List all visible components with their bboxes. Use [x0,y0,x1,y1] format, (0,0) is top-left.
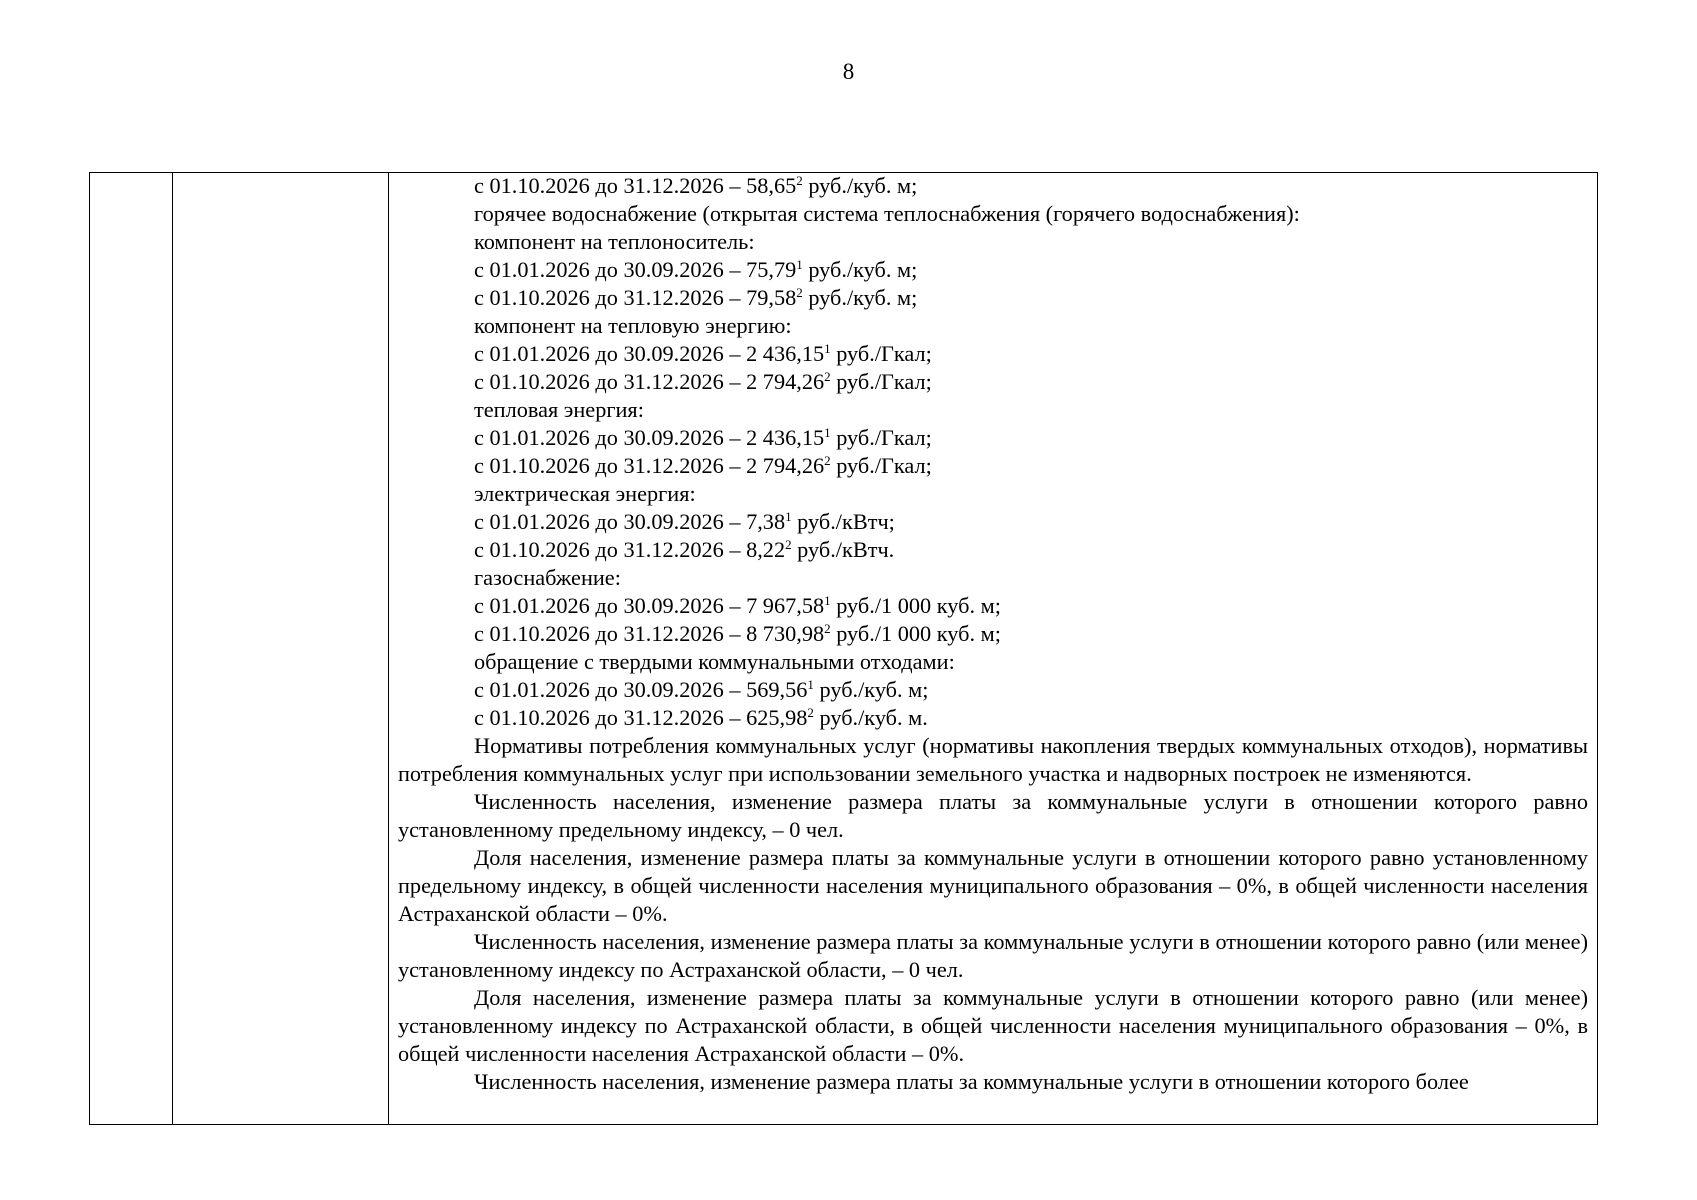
tariff-line-text: с 01.01.2026 до 30.09.2026 – 7,38 [474,509,786,534]
tariff-line-text: электрическая энергия: [474,481,696,506]
tariff-line-unit: руб./Гкал; [830,341,932,366]
tariff-line-text: с 01.01.2026 до 30.09.2026 – 569,56 [474,677,808,702]
tariff-line-text: с 01.10.2026 до 31.12.2026 – 79,58 [474,285,797,310]
tariff-line [398,676,1588,704]
footnote-marker: 2 [824,621,831,636]
paragraph: Доля населения, изменение размера платы за коммунальные услуги в отношении которого равно установленному предельному индексу, в общей численности населения муниципального образования – 0%, в общей численности населения Астраханской области – 0%. [398,845,1588,926]
tariff-line [398,424,1588,452]
tariff-line [398,312,1588,340]
tariff-line-text: с 01.01.2026 до 30.09.2026 – 75,79 [474,257,797,282]
tariff-line-text: с 01.10.2026 до 31.12.2026 – 2 794,26 [474,453,825,478]
tariff-line-unit: руб./1 000 куб. м; [830,593,1001,618]
tariff-line [398,704,1588,732]
paragraphs [398,732,1588,1096]
tariff-line [398,452,1588,480]
tariff-line-text: с 01.01.2026 до 30.09.2026 – 2 436,15 [474,341,825,366]
tariff-line-unit: руб./1 000 куб. м; [830,621,1001,646]
tariff-line-unit: руб./кВтч. [791,537,895,562]
footnote-marker: 1 [796,257,803,272]
tariff-line-text: тепловая энергия: [474,397,644,422]
footnote-marker: 2 [807,705,814,720]
tariff-line-text: с 01.10.2026 до 31.12.2026 – 8 730,98 [474,621,825,646]
paragraph: Численность населения, изменение размера платы за коммунальные услуги в отношении которого более [474,1069,1469,1094]
tariff-line [398,228,1588,256]
table-column-divider [388,173,389,1124]
footnote-marker: 1 [824,341,831,356]
footnote-marker: 1 [824,425,831,440]
tariff-line-text: с 01.10.2026 до 31.12.2026 – 625,98 [474,705,808,730]
tariff-line-text: с 01.01.2026 до 30.09.2026 – 2 436,15 [474,425,825,450]
footnote-marker: 1 [785,509,792,524]
tariff-line [398,396,1588,424]
tariff-line [398,648,1588,676]
footnote-marker: 1 [824,593,831,608]
tariff-line-unit: руб./куб. м; [802,285,918,310]
page-number: 8 [842,59,855,84]
tariff-line [398,480,1588,508]
tariff-line-text: с 01.10.2026 до 31.12.2026 – 2 794,26 [474,369,825,394]
tariff-line-unit: руб./куб. м; [813,677,929,702]
footnote-marker: 2 [796,285,803,300]
tariff-line-unit: руб./Гкал; [830,425,932,450]
table-column-divider [172,173,173,1124]
tariff-line-text: с 01.10.2026 до 31.12.2026 – 8,22 [474,537,786,562]
paragraph: Нормативы потребления коммунальных услуг (нормативы накопления твердых коммунальных отходов), нормативы потребления коммунальных услуг при использовании земельного участка и надворных построек не изменяются. [398,733,1588,786]
tariff-line-text: газоснабжение: [474,565,621,590]
tariff-line [398,536,1588,564]
footnote-marker: 2 [824,369,831,384]
tariff-line [398,172,1588,200]
paragraph: Численность населения, изменение размера платы за коммунальные услуги в отношении которого равно установленному предельному индексу, – 0 чел. [398,789,1588,842]
tariff-line-text: горячее водоснабжение (открытая система теплоснабжения (горячего водоснабжения): [474,201,1300,226]
tariff-line-unit: руб./куб. м; [802,257,918,282]
paragraph: Доля населения, изменение размера платы за коммунальные услуги в отношении которого равно (или менее) установленному индексу по Астраханской области, в общей численности населения муниципального образования – 0%, в общей численности населения Астраханской области – 0%. [398,985,1588,1066]
tariff-line-text: обращение с твердыми коммунальными отходами: [474,649,955,674]
tariff-line-unit: руб./Гкал; [830,453,932,478]
tariff-line [398,256,1588,284]
tariff-line-text: компонент на теплоноситель: [474,229,755,254]
tariff-line [398,592,1588,620]
tariff-line [398,340,1588,368]
tariff-line-unit: руб./Гкал; [830,369,932,394]
tariff-line-text: компонент на тепловую энергию: [474,313,792,338]
tariff-line-text: с 01.10.2026 до 31.12.2026 – 58,65 [474,173,797,198]
tariff-line [398,564,1588,592]
tariff-line [398,284,1588,312]
tariff-line [398,200,1588,228]
table-cell-content [398,172,1588,1096]
footnote-marker: 2 [824,453,831,468]
tariff-line [398,620,1588,648]
tariff-line-unit: руб./куб. м; [802,173,918,198]
tariff-line [398,368,1588,396]
tariff-line-unit: руб./куб. м. [813,705,928,730]
footnote-marker: 2 [785,537,792,552]
tariff-lines [398,172,1588,732]
tariff-line-unit: руб./кВтч; [791,509,895,534]
footnote-marker: 1 [807,677,814,692]
tariff-line [398,508,1588,536]
tariff-line-text: с 01.01.2026 до 30.09.2026 – 7 967,58 [474,593,825,618]
footnote-marker: 2 [796,173,803,188]
paragraph: Численность населения, изменение размера платы за коммунальные услуги в отношении которого равно (или менее) установленному индексу по Астраханской области, – 0 чел. [398,929,1588,982]
